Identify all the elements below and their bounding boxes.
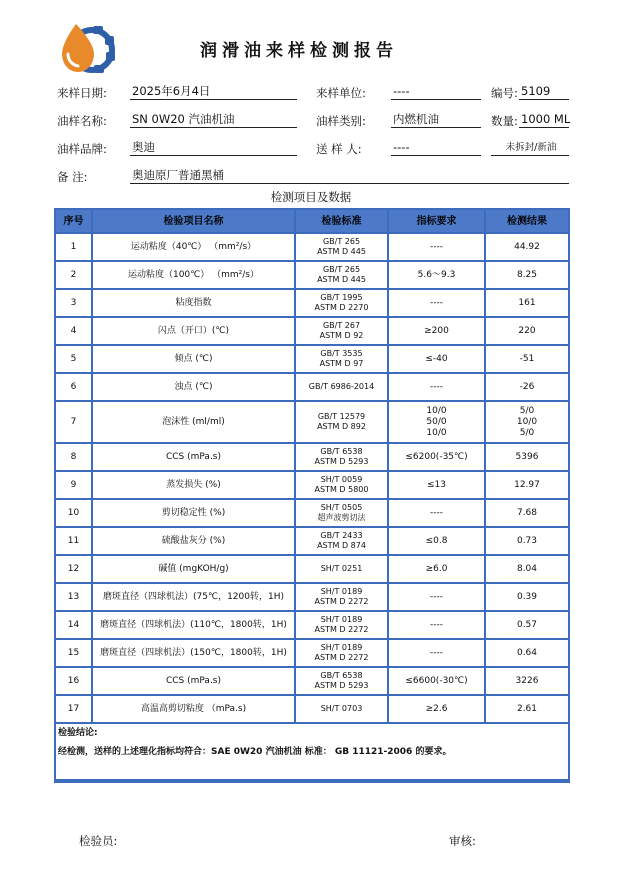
standard-secondary: ASTM D 92: [319, 331, 364, 340]
row-requirement: ----: [389, 612, 486, 640]
table-row: [56, 668, 568, 696]
conclusion-cell: [56, 724, 568, 781]
row-requirement: ----: [389, 374, 486, 402]
sender-value: ----: [391, 140, 481, 156]
row-requirement: ----: [389, 640, 486, 668]
row-number: 6: [56, 374, 93, 402]
standard-secondary: ASTM D 892: [317, 422, 366, 431]
report-title: 润滑油来样检测报告: [200, 41, 398, 61]
table-row: [56, 346, 568, 374]
sample-unit-label: 来样单位:: [316, 86, 366, 100]
table-row: [56, 640, 568, 668]
row-item-name: 泡沫性 (ml/ml): [93, 402, 296, 444]
row-requirement: ≥6.0: [389, 556, 486, 584]
test-results-table: [54, 208, 570, 783]
row-requirement: ≤0.8: [389, 528, 486, 556]
row-item-name: 高温高剪切粘度 （mPa.s): [93, 696, 296, 724]
table-row: [56, 612, 568, 640]
table-row: [56, 374, 568, 402]
standard-secondary: ASTM D 97: [319, 359, 364, 368]
row-standard: [296, 234, 389, 262]
row-number: 17: [56, 696, 93, 724]
oil-category-value: 内燃机油: [391, 112, 481, 128]
row-number: 5: [56, 346, 93, 374]
row-result: 220: [486, 318, 568, 346]
brand-label: 油样品牌:: [57, 142, 107, 156]
table-row: [56, 472, 568, 500]
table-row: [56, 556, 568, 584]
header-result: 检测结果: [486, 210, 568, 234]
row-result: 161: [486, 290, 568, 318]
conclusion-heading: 检验结论:: [58, 728, 98, 738]
conclusion-text: 经检测，送样的上述理化指标均符合：SAE 0W20 汽油机油 标准： GB 11121-2006 的要求。: [58, 747, 452, 757]
row-requirement: ----: [389, 234, 486, 262]
row-item-name: 倾点 (℃): [93, 346, 296, 374]
table-row: [56, 290, 568, 318]
row-requirement: ≥2.6: [389, 696, 486, 724]
row-result: 5396: [486, 444, 568, 472]
row-number: 13: [56, 584, 93, 612]
oil-drop-gear-logo: [52, 20, 122, 80]
row-result: 0.64: [486, 640, 568, 668]
standard-primary: GB/T 2433: [320, 531, 363, 540]
standard-secondary: ASTM D 5800: [314, 485, 369, 494]
row-item-name: 蒸发损失 (%): [93, 472, 296, 500]
row-result: 5/0 10/0 5/0: [486, 402, 568, 444]
row-result: 0.39: [486, 584, 568, 612]
row-number: 2: [56, 262, 93, 290]
table-row: [56, 318, 568, 346]
row-standard: [296, 444, 389, 472]
row-result: 8.04: [486, 556, 568, 584]
row-item-name: CCS (mPa.s): [93, 444, 296, 472]
standard-primary: GB/T 265: [322, 237, 361, 246]
row-item-name: 硫酸盐灰分 (%): [93, 528, 296, 556]
table-row: [56, 528, 568, 556]
table-header-row: [56, 210, 568, 234]
row-standard: [296, 374, 389, 402]
row-number: 4: [56, 318, 93, 346]
row-item-name: 磨斑直径（四球机法）(150℃，1800转，1H): [93, 640, 296, 668]
row-requirement: ≤13: [389, 472, 486, 500]
seal-status-value: 未拆封/新油: [491, 140, 569, 156]
standard-primary: SH/T 0251: [320, 564, 363, 573]
inspector-label: 检验员:: [79, 834, 118, 848]
row-standard: [296, 556, 389, 584]
row-number: 11: [56, 528, 93, 556]
standard-primary: GB/T 6538: [320, 671, 363, 680]
row-standard: [296, 402, 389, 444]
quantity-value: 1000 ML: [521, 112, 571, 126]
row-item-name: 运动粘度（40℃） （mm²/s）: [93, 234, 296, 262]
standard-secondary: ASTM D 2270: [314, 303, 369, 312]
row-requirement: ----: [389, 500, 486, 528]
row-result: 2.61: [486, 696, 568, 724]
row-standard: [296, 318, 389, 346]
note-value: 奥迪原厂普通黑桶: [130, 168, 569, 184]
sender-label: 送 样 人:: [316, 142, 362, 156]
quantity-label: 数量:: [491, 114, 518, 128]
standard-secondary: 超声波剪切法: [317, 513, 366, 522]
row-standard: [296, 528, 389, 556]
row-standard: [296, 500, 389, 528]
oil-name-value: SN 0W20 汽油机油: [130, 112, 297, 128]
row-result: 0.57: [486, 612, 568, 640]
brand-value: 奥迪: [130, 140, 297, 156]
row-item-name: CCS (mPa.s): [93, 668, 296, 696]
row-item-name: 碱值 (mgKOH/g): [93, 556, 296, 584]
row-item-name: 运动粘度（100℃） （mm²/s）: [93, 262, 296, 290]
row-standard: [296, 262, 389, 290]
row-requirement: ----: [389, 584, 486, 612]
standard-primary: SH/T 0189: [320, 643, 363, 652]
table-row: [56, 402, 568, 444]
standard-primary: SH/T 0189: [320, 615, 363, 624]
row-item-name: 磨斑直径（四球机法）(75℃，1200转，1H): [93, 584, 296, 612]
row-requirement: ≤6600(-30℃): [389, 668, 486, 696]
row-standard: [296, 696, 389, 724]
standard-primary: GB/T 12579: [317, 412, 366, 421]
row-requirement: ≤-40: [389, 346, 486, 374]
header-item: 检验项目名称: [93, 210, 296, 234]
standard-secondary: ASTM D 5293: [314, 457, 369, 466]
row-requirement: ----: [389, 290, 486, 318]
row-number: 15: [56, 640, 93, 668]
reviewer-label: 审核:: [449, 834, 476, 848]
row-number: 9: [56, 472, 93, 500]
row-result: -26: [486, 374, 568, 402]
row-standard: [296, 346, 389, 374]
row-requirement: ≥200: [389, 318, 486, 346]
standard-secondary: ASTM D 5293: [314, 681, 369, 690]
row-standard: [296, 472, 389, 500]
standard-primary: GB/T 6538: [320, 447, 363, 456]
sample-unit-value: ----: [391, 84, 481, 100]
row-item-name: 闪点（开口）(℃): [93, 318, 296, 346]
row-standard: [296, 290, 389, 318]
standard-secondary: ASTM D 2272: [314, 625, 369, 634]
table-body: [56, 234, 568, 724]
oil-name-label: 油样名称:: [57, 114, 107, 128]
number-label: 编号:: [491, 86, 518, 100]
standard-secondary: ASTM D 2272: [314, 653, 369, 662]
row-number: 1: [56, 234, 93, 262]
sample-date-label: 来样日期:: [57, 86, 107, 100]
row-item-name: 浊点 (℃): [93, 374, 296, 402]
standard-primary: SH/T 0703: [320, 704, 363, 713]
standard-primary: SH/T 0189: [320, 587, 363, 596]
table-row: [56, 584, 568, 612]
row-number: 16: [56, 668, 93, 696]
row-result: 8.25: [486, 262, 568, 290]
row-standard: [296, 584, 389, 612]
row-number: 7: [56, 402, 93, 444]
row-result: -51: [486, 346, 568, 374]
standard-secondary: ASTM D 445: [317, 247, 366, 256]
table-row: [56, 500, 568, 528]
header-no: 序号: [56, 210, 93, 234]
row-result: 44.92: [486, 234, 568, 262]
standard-secondary: ASTM D 2272: [314, 597, 369, 606]
header-standard: 检验标准: [296, 210, 389, 234]
standard-primary: GB/T 1995: [320, 293, 363, 302]
row-item-name: 粘度指数: [93, 290, 296, 318]
row-result: 12.97: [486, 472, 568, 500]
table-caption: 检测项目及数据: [270, 190, 352, 204]
standard-secondary: ASTM D 445: [317, 275, 366, 284]
table-row: [56, 696, 568, 724]
table-row: [56, 234, 568, 262]
standard-primary: GB/T 267: [322, 321, 361, 330]
standard-primary: SH/T 0059: [320, 475, 363, 484]
header-requirement: 指标要求: [389, 210, 486, 234]
row-requirement: 5.6～9.3: [389, 262, 486, 290]
row-result: 3226: [486, 668, 568, 696]
standard-primary: GB/T 265: [322, 265, 361, 274]
row-standard: [296, 612, 389, 640]
row-item-name: 剪切稳定性 (%): [93, 500, 296, 528]
standard-secondary: ASTM D 874: [317, 541, 366, 550]
row-requirement: ≤6200(-35℃): [389, 444, 486, 472]
row-requirement: 10/0 50/0 10/0: [389, 402, 486, 444]
table-row: [56, 444, 568, 472]
row-result: 7.68: [486, 500, 568, 528]
standard-primary: GB/T 3535: [320, 349, 363, 358]
row-number: 12: [56, 556, 93, 584]
table-row: [56, 262, 568, 290]
row-standard: [296, 640, 389, 668]
row-item-name: 磨斑直径（四球机法）(110℃，1800转，1H): [93, 612, 296, 640]
row-number: 10: [56, 500, 93, 528]
standard-primary: SH/T 0505: [320, 503, 363, 512]
row-number: 8: [56, 444, 93, 472]
number-value: 5109: [519, 84, 569, 100]
oil-category-label: 油样类别:: [316, 114, 366, 128]
note-label: 备 注:: [57, 170, 88, 184]
row-standard: [296, 668, 389, 696]
sample-date-value: 2025年6月4日: [130, 84, 297, 100]
conclusion-row: [56, 724, 568, 781]
standard-primary: GB/T 6986-2014: [308, 382, 375, 391]
row-number: 3: [56, 290, 93, 318]
row-number: 14: [56, 612, 93, 640]
row-result: 0.73: [486, 528, 568, 556]
